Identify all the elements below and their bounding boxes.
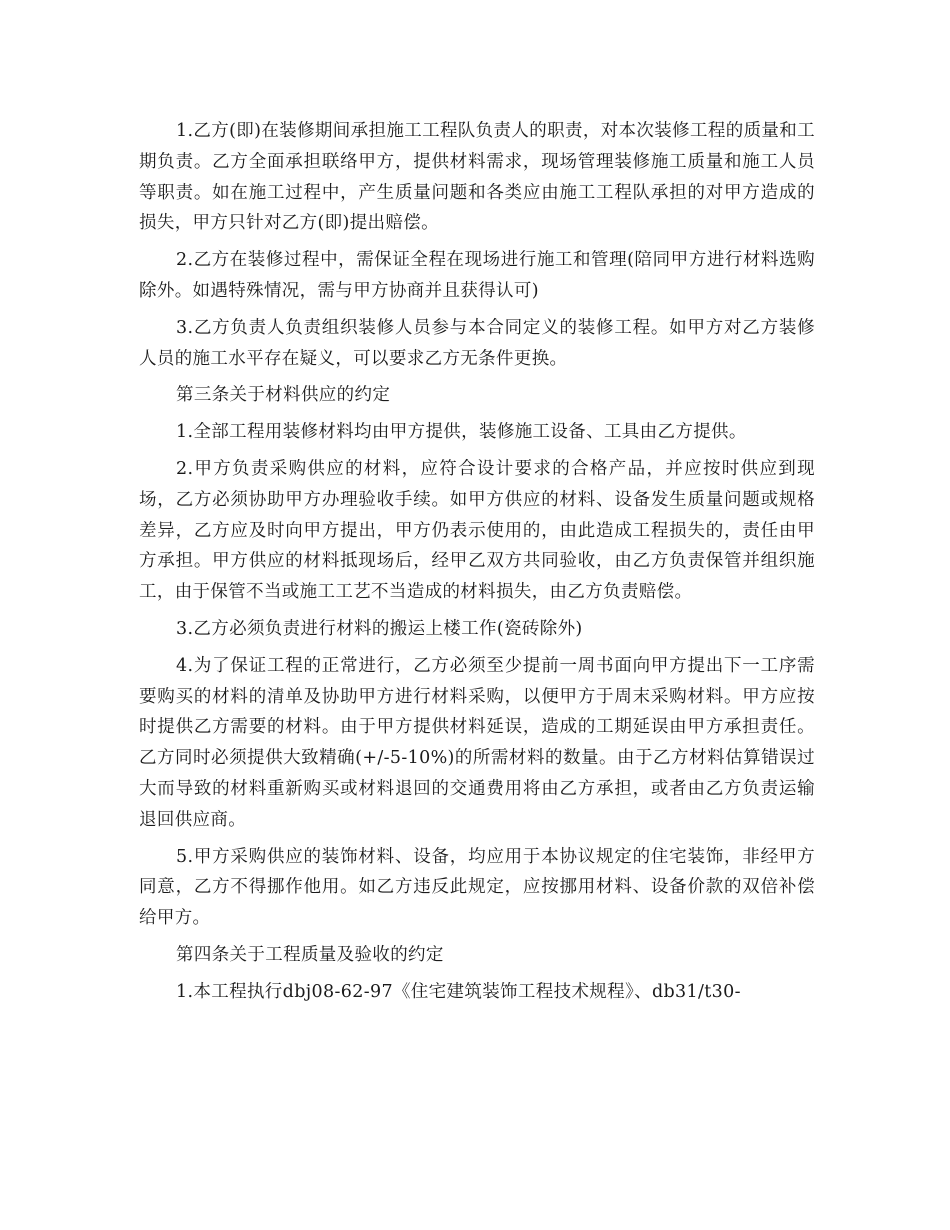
section-heading-article-4: 第四条关于工程质量及验收的约定 bbox=[176, 944, 444, 965]
section-heading-article-3: 第三条关于材料供应的约定 bbox=[176, 385, 391, 406]
paragraph-onsite-supervision: 2.乙方在装修过程中，需保证全程在现场进行施工和管理(陪同甲方进行材料选购除外。如遇特殊情况，需与甲方协商并且获得认可) bbox=[139, 250, 815, 301]
paragraph-material-transport: 3.乙方必须负责进行材料的搬运上楼工作(瓷砖除外) bbox=[176, 618, 583, 639]
paragraph-material-provision: 1.全部工程用装修材料均由甲方提供，装修施工设备、工具由乙方提供。 bbox=[176, 422, 747, 443]
paragraph-party-b-responsibility: 1.乙方(即)在装修期间承担施工工程队负责人的职责，对本次装修工程的质量和工期负责。乙方全面承担联络甲方，提供材料需求，现场管理装修施工质量和施工人员等职责。如在施工过程中，产生质量问题和各类应由施工工程队承担的对甲方造成的损失，甲方只针对乙方(即)提出赔偿。 bbox=[139, 121, 815, 234]
paragraph-material-misuse: 5.甲方采购供应的装饰材料、设备，均应用于本协议规定的住宅装饰，非经甲方同意，乙方不得挪作他用。如乙方违反此规定，应按挪用材料、设备价款的双倍补偿给甲方。 bbox=[139, 846, 815, 929]
paragraph-quality-standard: 1.本工程执行dbj08-62-97《住宅建筑装饰工程技术规程》、db31/t30- bbox=[176, 981, 741, 1002]
paragraph-material-purchase-list: 4.为了保证工程的正常进行，乙方必须至少提前一周书面向甲方提出下一工序需要购买的材料的清单及协助甲方进行材料采购，以便甲方于周末采购材料。甲方应按时提供乙方需要的材料。由于甲方提供材料延误，造成的工期延误由甲方承担责任。乙方同时必须提供大致精确(+/-5-10%)的所需材料的数量。由于乙方材料估算错误过大而导致的材料重新购买或材料退回的交通费用将由乙方承担，或者由乙方负责运输退回供应商。 bbox=[139, 655, 815, 830]
paragraph-material-quality: 2.甲方负责采购供应的材料，应符合设计要求的合格产品，并应按时供应到现场，乙方必须协助甲方办理验收手续。如甲方供应的材料、设备发生质量问题或规格差异，乙方应及时向甲方提出，甲方仍表示使用的，由此造成工程损失的，责任由甲方承担。甲方供应的材料抵现场后，经甲乙双方共同验收，由乙方负责保管并组织施工，由于保管不当或施工工艺不当造成的材料损失，由乙方负责赔偿。 bbox=[139, 458, 815, 603]
document-body bbox=[139, 116, 815, 1014]
paragraph-staff-replacement: 3.乙方负责人负责组织装修人员参与本合同定义的装修工程。如甲方对乙方装修人员的施工水平存在疑义，可以要求乙方无条件更换。 bbox=[139, 317, 815, 369]
